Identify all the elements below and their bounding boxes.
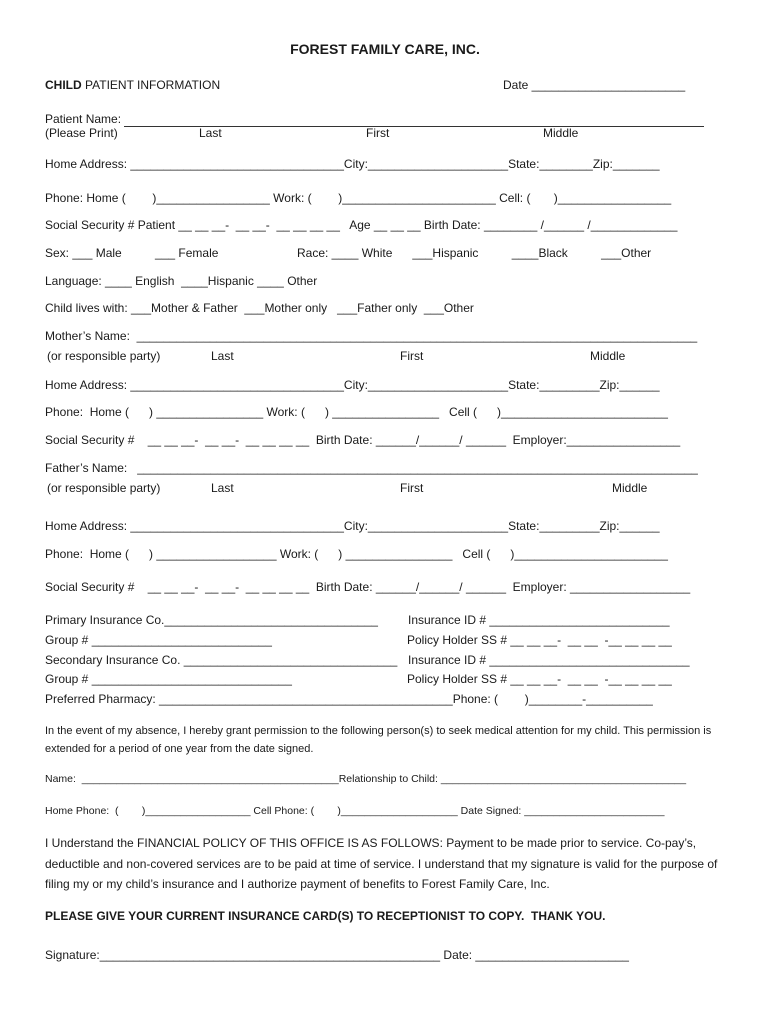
father-last-label: Last xyxy=(211,481,234,495)
language-field[interactable]: Language: ____ English ____Hispanic ____ Other xyxy=(45,274,318,288)
primary-policy-holder-field[interactable]: Policy Holder SS # __ __ __- __ __ -__ __ __ __ xyxy=(407,633,672,647)
father-name-field[interactable]: Father’s Name: ____________________________________________________________________________________ xyxy=(45,461,698,475)
insurance-card-notice: PLEASE GIVE YOUR CURRENT INSURANCE CARD(S) TO RECEPTIONIST TO COPY. THANK YOU. xyxy=(45,909,606,923)
form-title-rest: PATIENT INFORMATION xyxy=(81,78,221,92)
patient-middle-label: Middle xyxy=(543,126,579,140)
secondary-policy-holder-field[interactable]: Policy Holder SS # __ __ __- __ __ -__ __ __ __ xyxy=(407,672,672,686)
financial-policy-text: I Understand the FINANCIAL POLICY OF THIS OFFICE IS AS FOLLOWS: Payment to be made prior to service. Co-pay’s, deductible and non-covered services are to be paid at time of service. I understand that my signature is valid for the purpose of filing my or my child’s insurance and I authorize payment of benefits to Forest Family Care, Inc. xyxy=(45,836,718,891)
primary-insurance-field[interactable]: Primary Insurance Co.________________________________ xyxy=(45,613,378,627)
patient-first-label: First xyxy=(366,126,390,140)
form-title-bold: CHILD xyxy=(45,78,82,92)
patient-address-field[interactable]: Home Address: ________________________________City:_____________________State:________Zip:_______ xyxy=(45,157,660,171)
father-ssn-field[interactable]: Social Security # __ __ __- __ __- __ __ __ __ Birth Date: ______/______/ ______ Employer: __________________ xyxy=(45,580,691,594)
signature-field[interactable]: Signature:___________________________________________________ Date: _______________________ xyxy=(45,948,629,962)
sex-field[interactable]: Sex: ___ Male ___ Female xyxy=(45,246,219,260)
mother-last-label: Last xyxy=(211,349,234,363)
father-responsible-label: (or responsible party) xyxy=(47,481,161,495)
practice-name: FOREST FAMILY CARE, INC. xyxy=(290,41,480,57)
primary-group-field[interactable]: Group # ___________________________ xyxy=(45,633,272,647)
secondary-insurance-id-field[interactable]: Insurance ID # ______________________________ xyxy=(408,653,690,667)
mother-address-field[interactable]: Home Address: ________________________________City:_____________________State:_________Zip:______ xyxy=(45,378,660,392)
mother-ssn-field[interactable]: Social Security # __ __ __- __ __- __ __ __ __ Birth Date: ______/______/ ______ Employer:_________________ xyxy=(45,433,681,447)
lives-with-field[interactable]: Child lives with: ___Mother & Father ___Mother only ___Father only ___Other xyxy=(45,301,474,315)
mother-name-field[interactable]: Mother’s Name: ____________________________________________________________________________________ xyxy=(45,329,698,343)
secondary-group-field[interactable]: Group # ______________________________ xyxy=(45,672,292,686)
authorized-phone-field[interactable]: Home Phone: ( )__________________ Cell Phone: ( )____________________ Date Signed: ________________________ xyxy=(45,805,665,817)
father-first-label: First xyxy=(400,481,424,495)
race-field[interactable]: Race: ____ White ___Hispanic ____Black ___Other xyxy=(297,246,652,260)
please-print-label: (Please Print) xyxy=(45,126,118,140)
patient-name-label: Patient Name: xyxy=(45,112,122,126)
patient-last-label: Last xyxy=(199,126,222,140)
mother-first-label: First xyxy=(400,349,424,363)
patient-phone-field[interactable]: Phone: Home ( )_________________ Work: ( )_______________________ Cell: ( )_________________ xyxy=(45,191,672,205)
authorization-text: In the event of my absence, I hereby grant permission to the following person(s) to seek medical attention for my child. This permission is extended for a period of one year from the date signed. xyxy=(45,725,712,755)
form-title xyxy=(45,78,220,92)
patient-ssn-field[interactable]: Social Security # Patient __ __ __- __ __- __ __ __ __ Age __ __ __ Birth Date: ________ /______ /_____________ xyxy=(45,218,678,232)
father-address-field[interactable]: Home Address: ________________________________City:_____________________State:_________Zip:______ xyxy=(45,519,660,533)
authorized-person-field[interactable]: Name: ____________________________________________Relationship to Child: __________________________________________ xyxy=(45,773,687,785)
mother-responsible-label: (or responsible party) xyxy=(47,349,161,363)
father-middle-label: Middle xyxy=(612,481,648,495)
mother-phone-field[interactable]: Phone: Home ( ) ________________ Work: ( ) ________________ Cell ( )_________________________ xyxy=(45,405,668,419)
date-field[interactable]: Date _______________________ xyxy=(503,78,686,92)
primary-insurance-id-field[interactable]: Insurance ID # ___________________________ xyxy=(408,613,670,627)
pharmacy-field[interactable]: Preferred Pharmacy: ____________________________________________Phone: ( )________-__________ xyxy=(45,692,653,706)
mother-middle-label: Middle xyxy=(590,349,626,363)
secondary-insurance-field[interactable]: Secondary Insurance Co. ________________________________ xyxy=(45,653,398,667)
father-phone-field[interactable]: Phone: Home ( ) __________________ Work: ( ) ________________ Cell ( )_______________________ xyxy=(45,547,668,561)
